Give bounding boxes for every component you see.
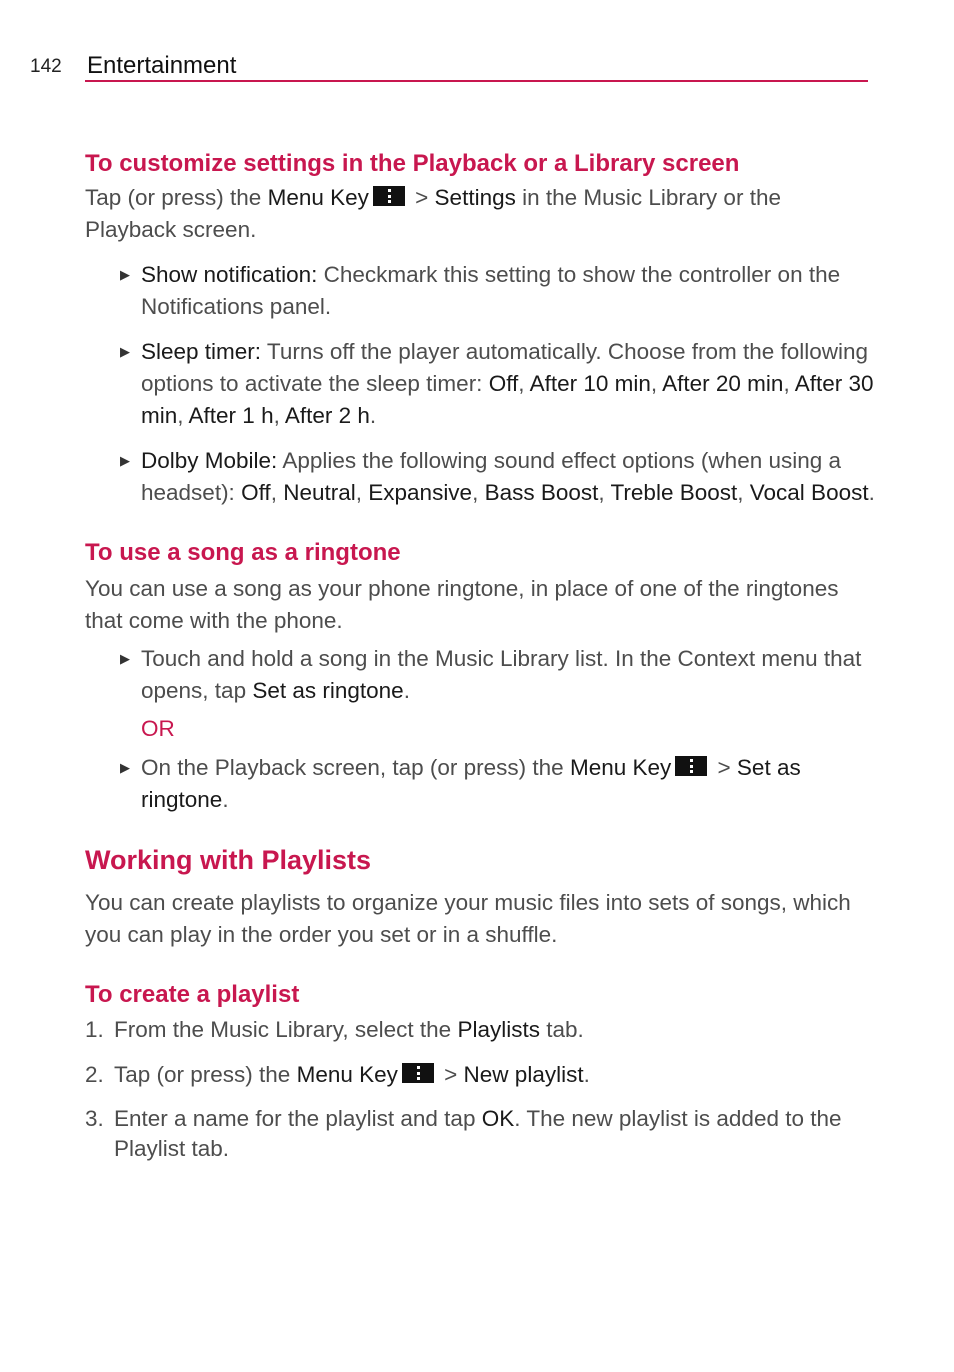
- page-number: 142: [30, 56, 62, 77]
- list-item-sleep-timer: ▶ Sleep timer: Turns off the player automatically. Choose from the following options to activate the sleep timer: Off, After 10 min, After 20 min, After 30 min, After 1 h, After 2 h.: [85, 336, 875, 432]
- header-rule: [85, 80, 868, 82]
- subheading-customize-settings: To customize settings in the Playback or a Library screen: [85, 150, 740, 177]
- or-label: OR: [141, 716, 175, 741]
- section-title: Entertainment: [87, 52, 237, 79]
- menu-key-icon: [402, 1063, 434, 1083]
- list-item-ringtone-context: ▶ Touch and hold a song in the Music Library list. In the Context menu that opens, tap Set as ringtone.: [85, 643, 875, 707]
- heading-working-with-playlists: Working with Playlists: [85, 845, 372, 875]
- triangle-right-icon: ▶: [120, 760, 130, 775]
- triangle-right-icon: ▶: [120, 453, 130, 468]
- list-item-ringtone-playback: ▶ On the Playback screen, tap (or press) the Menu Key > Set as ringtone.: [85, 752, 875, 816]
- paragraph-ringtone-intro: You can use a song as your phone ringtone, in place of one of the ringtones that come with the phone.: [85, 576, 839, 633]
- step-2: 2. Tap (or press) the Menu Key > New playlist.: [85, 1062, 590, 1087]
- subheading-create-playlist: To create a playlist: [85, 981, 300, 1008]
- page-content: [85, 148, 875, 1164]
- triangle-right-icon: ▶: [120, 267, 130, 282]
- list-item-dolby-mobile: ▶ Dolby Mobile: Applies the following sound effect options (when using a headset): Off, Neutral, Expansive, Bass Boost, Treble Boost, Vocal Boost.: [85, 445, 875, 509]
- triangle-right-icon: ▶: [120, 651, 130, 666]
- list-item-show-notification: ▶ Show notification: Checkmark this setting to show the controller on the Notifications panel.: [85, 259, 875, 323]
- paragraph-playlists-intro: You can create playlists to organize your music files into sets of songs, which you can play in the order you set or in a shuffle.: [85, 890, 851, 947]
- step-3: 3. Enter a name for the playlist and tap OK. The new playlist is added to the Playlist tab.: [85, 1106, 842, 1161]
- paragraph-customize-intro: Tap (or press) the Menu Key > Settings in the Music Library or the Playback screen.: [85, 185, 781, 242]
- step-1: 1. From the Music Library, select the Playlists tab.: [85, 1017, 584, 1042]
- subheading-ringtone: To use a song as a ringtone: [85, 539, 401, 566]
- menu-key-icon: [675, 756, 707, 776]
- triangle-right-icon: ▶: [120, 344, 130, 359]
- menu-key-icon: [373, 186, 405, 206]
